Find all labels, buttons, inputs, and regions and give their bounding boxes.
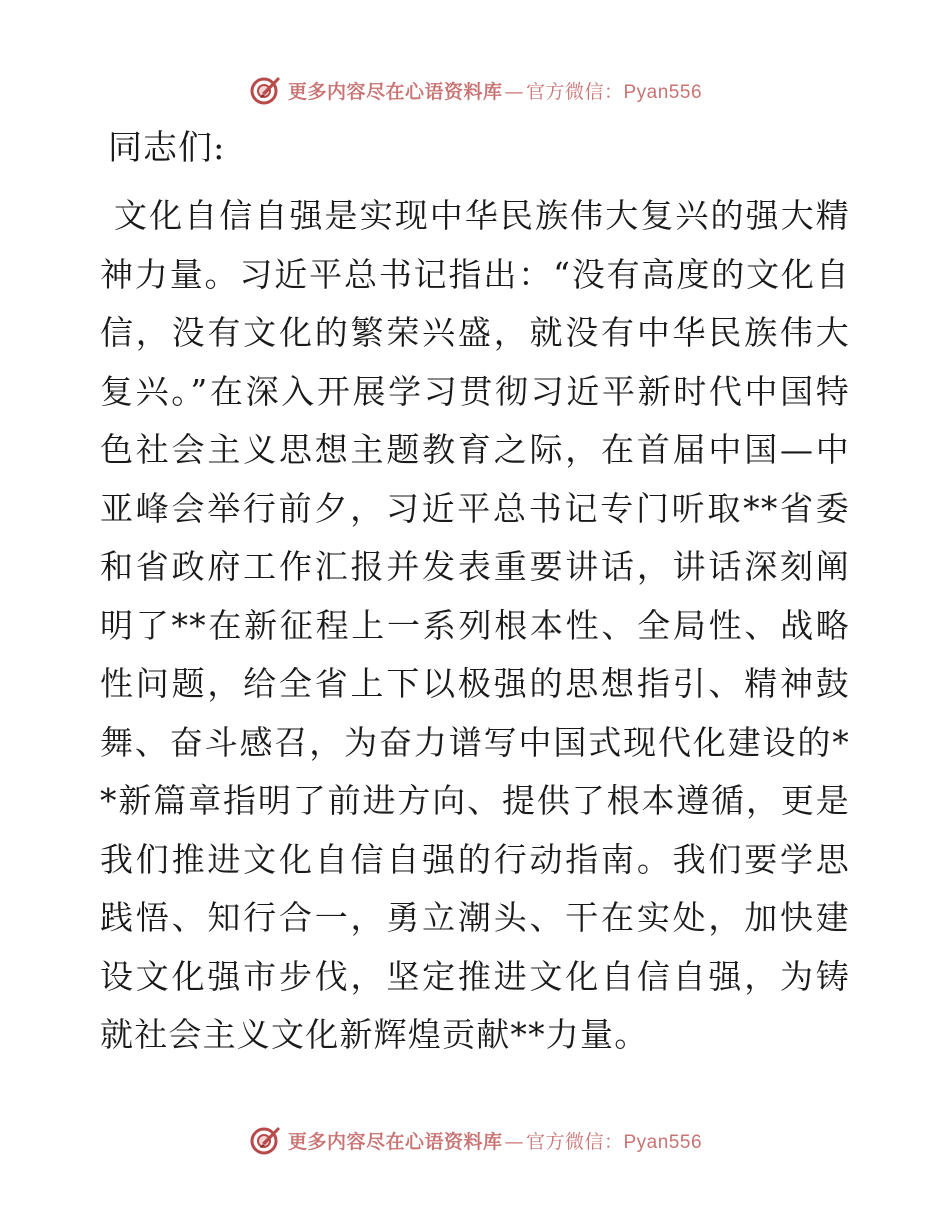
banner-wechat-id: Pyan556	[623, 1131, 703, 1153]
banner-separator: —	[504, 80, 524, 103]
quill-pen-logo-icon	[248, 1123, 282, 1157]
document-body	[100, 125, 850, 1065]
banner-main-text: 更多内容尽在心语资料库	[287, 1130, 503, 1153]
quill-pen-logo-icon	[248, 73, 282, 107]
banner-wechat-id: Pyan556	[623, 81, 703, 103]
banner-separator: —	[504, 1130, 524, 1153]
footer-banner	[0, 1120, 950, 1160]
header-banner-text	[288, 77, 702, 104]
footer-banner-text	[288, 1127, 702, 1154]
banner-main-text: 更多内容尽在心语资料库	[287, 80, 503, 103]
greeting: 同志们:	[108, 128, 226, 168]
speech-paragraph: 文化自信自强是实现中华民族伟大复兴的强大精神力量。习近平总书记指出：“没有高度的文化自信，没有文化的繁荣兴盛，就没有中华民族伟大复兴。”在深入开展学习贯彻习近平新时代中国特色社会主义思想主题教育之际，在首届中国—中亚峰会举行前夕，习近平总书记专门听取**省委和省政府工作汇报并发表重要讲话，讲话深刻阐明了**在新征程上一系列根本性、全局性、战略性问题，给全省上下以极强的思想指引、精神鼓舞、奋斗感召，为奋力谱写中国式现代化建设的**新篇章指明了前进方向、提供了根本遵循，更是我们推进文化自信自强的行动指南。我们要学思践悟、知行合一，勇立潮头、干在实处，加快建设文化强市步伐，坚定推进文化自信自强，为铸就社会主义文化新辉煌贡献**力量。	[100, 196, 850, 1054]
header-banner	[0, 70, 950, 110]
banner-wechat-label: 官方微信：	[525, 80, 624, 103]
banner-wechat-label: 官方微信：	[525, 1130, 624, 1153]
